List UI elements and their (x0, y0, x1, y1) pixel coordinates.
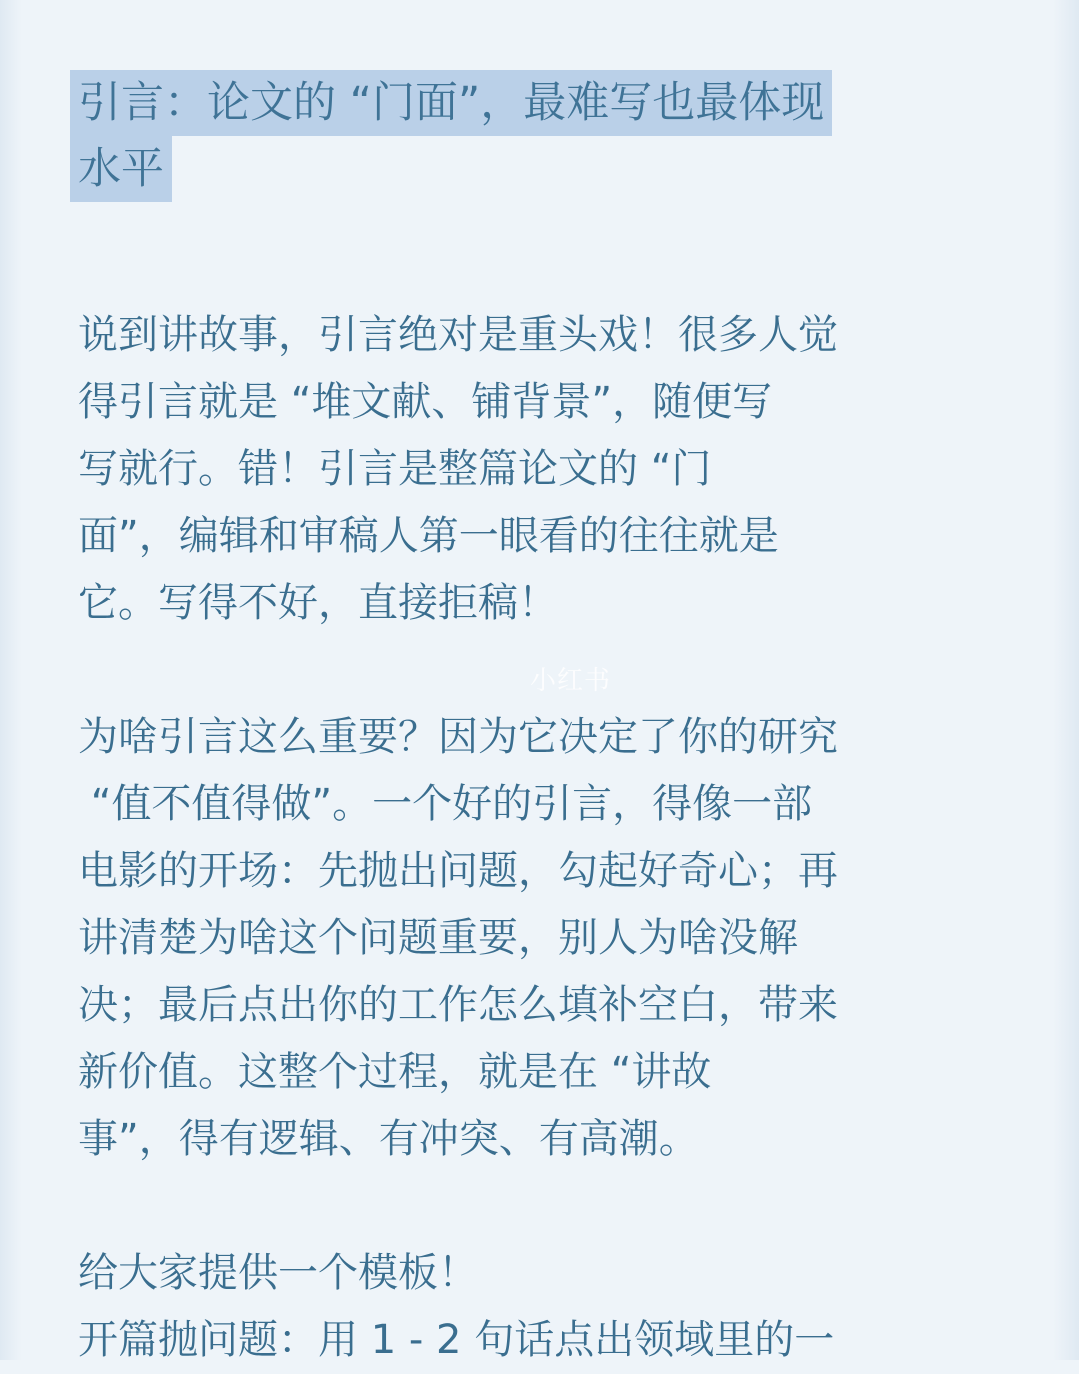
text-line: 事”，得有逻辑、有冲突、有高潮。 (78, 1116, 699, 1162)
text-line: 它。写得不好，直接拒稿！ (78, 580, 558, 626)
text-line: 电影的开场：先抛出问题，勾起好奇心；再 (78, 848, 838, 894)
paragraph-template (78, 1240, 978, 1374)
text-line: 写就行。错！引言是整篇论文的 “门 (78, 446, 712, 492)
text-line: 决；最后点出你的工作怎么填补空白，带来 (78, 982, 838, 1028)
article-body (78, 70, 978, 1374)
heading-line: 引言：论文的 “门面”，最难写也最体现 (70, 70, 832, 136)
text-line: 新价值。这整个过程，就是在 “讲故 (78, 1049, 712, 1095)
text-line: “值不值得做”。一个好的引言，得像一部 (78, 781, 813, 827)
watermark-logo: 小红书 (530, 666, 612, 696)
article-heading (70, 70, 978, 202)
text-line: 开篇抛问题：用 1 - 2 句话点出领域里的一 (78, 1317, 835, 1363)
right-edge-shadow (1053, 0, 1079, 1360)
text-line: 给大家提供一个模板！ (78, 1250, 478, 1296)
text-line: 讲清楚为啥这个问题重要，别人为啥没解 (78, 915, 798, 961)
text-line: 为啥引言这么重要？因为它决定了你的研究 (78, 714, 838, 760)
text-line: 面”，编辑和审稿人第一眼看的往往就是 (78, 513, 779, 559)
text-line: 得引言就是 “堆文献、铺背景”，随便写 (78, 379, 773, 425)
left-edge-shadow (0, 0, 22, 1360)
heading-line: 水平 (70, 136, 172, 202)
paragraph-intro (78, 302, 978, 637)
text-line: 说到讲故事，引言绝对是重头戏！很多人觉 (78, 312, 838, 358)
paragraph-importance (78, 704, 978, 1173)
